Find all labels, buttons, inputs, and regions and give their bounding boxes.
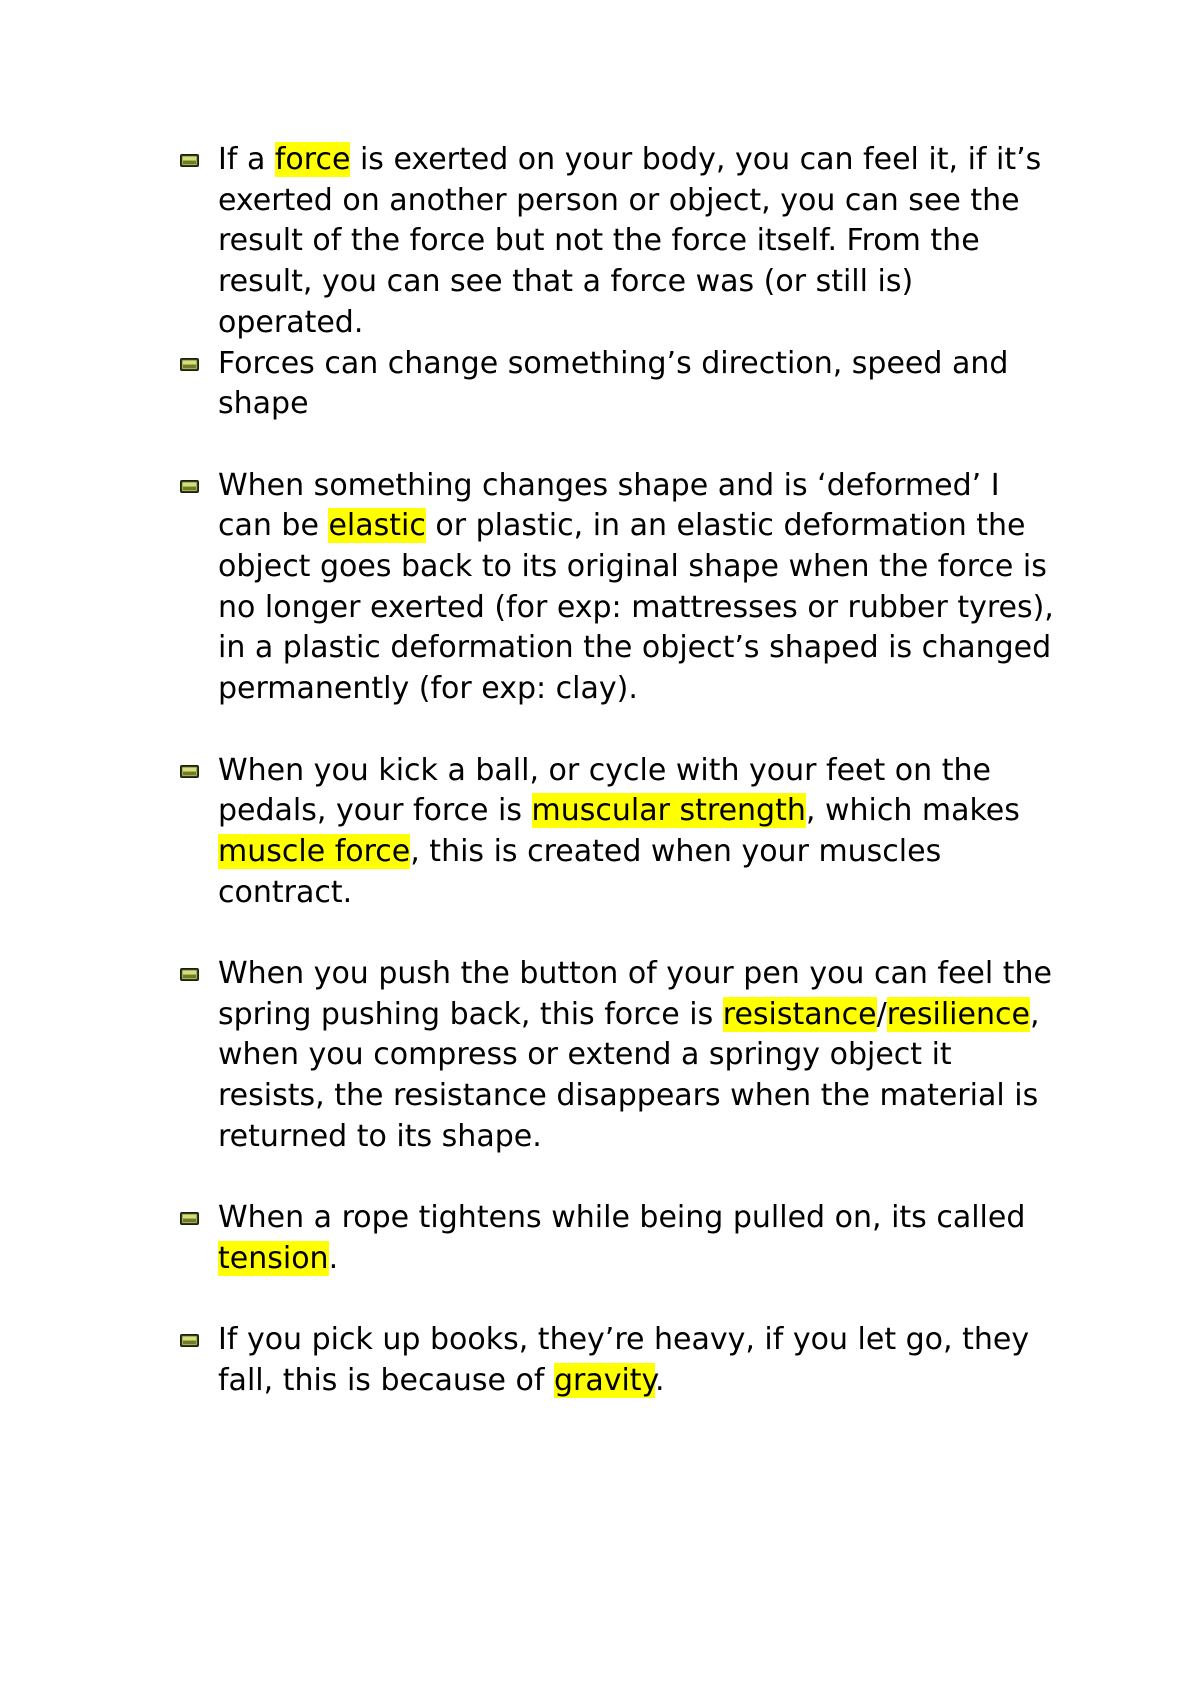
highlight-term: force xyxy=(274,142,351,177)
bullet-list xyxy=(180,140,1060,1402)
text-segment: When a rope tightens while being pulled on, its called xyxy=(218,1200,1026,1236)
highlight-term: muscular strength xyxy=(531,793,806,829)
text-segment: is exerted on your body, you can feel it, if it’s exerted on another person or object, you can see the result of the force but not the force itself. From the result, you can see that a force was (or still is) operated. xyxy=(218,142,1042,340)
highlight-term: muscle force xyxy=(218,833,411,869)
text-segment: When you kick a ball, or cycle with your feet on the pedals, your force is xyxy=(218,752,991,829)
text-segment: Forces can change something’s direction, speed and shape xyxy=(218,345,1009,422)
highlight-term: gravity xyxy=(553,1363,656,1399)
list-item-resistance xyxy=(180,954,1060,1158)
text-segment: / xyxy=(876,996,887,1032)
text-segment: . xyxy=(328,1240,339,1276)
highlight-term: resistance xyxy=(722,996,877,1032)
picture-bullet-icon xyxy=(180,1333,199,1348)
list-item-tension xyxy=(180,1198,1060,1279)
picture-bullet-icon xyxy=(180,479,199,494)
picture-bullet-icon xyxy=(180,153,199,168)
list-item-muscle xyxy=(180,751,1060,914)
highlight-term: resilience xyxy=(886,996,1030,1032)
picture-bullet-icon xyxy=(180,967,199,982)
list-item-gravity xyxy=(180,1320,1060,1401)
list-item-forces-change xyxy=(180,344,1060,425)
list-item-elastic xyxy=(180,466,1060,710)
highlight-term: tension xyxy=(218,1240,329,1276)
text-segment: . xyxy=(655,1363,665,1399)
highlight-term: elastic xyxy=(328,508,426,544)
text-segment: , which makes xyxy=(805,793,1020,829)
list-item-force xyxy=(180,140,1060,344)
text-segment: , when you compress or extend a springy object it resists, the resistance disappears when the material is returned to its shape. xyxy=(218,996,1040,1154)
text-segment: If you pick up books, they’re heavy, if you let go, they fall, this is because of xyxy=(218,1322,1030,1399)
text-segment: , this is created when your muscles contract. xyxy=(218,833,942,910)
picture-bullet-icon xyxy=(180,1211,199,1226)
text-segment: When you push the button of your pen you can feel the spring pushing back, this force is xyxy=(218,956,1052,1032)
text-segment: or plastic, in an elastic deformation the object goes back to its original shape when the force is no longer exerted (for exp: mattresses or rubber tyres), in a plastic deformation the object’s shaped is changed permanently (for exp: clay). xyxy=(218,508,1054,707)
picture-bullet-icon xyxy=(180,764,199,779)
text-segment: If a xyxy=(218,142,275,177)
picture-bullet-icon xyxy=(180,357,199,372)
text-segment: When something changes shape and is ‘deformed’ I can be xyxy=(218,467,1000,544)
